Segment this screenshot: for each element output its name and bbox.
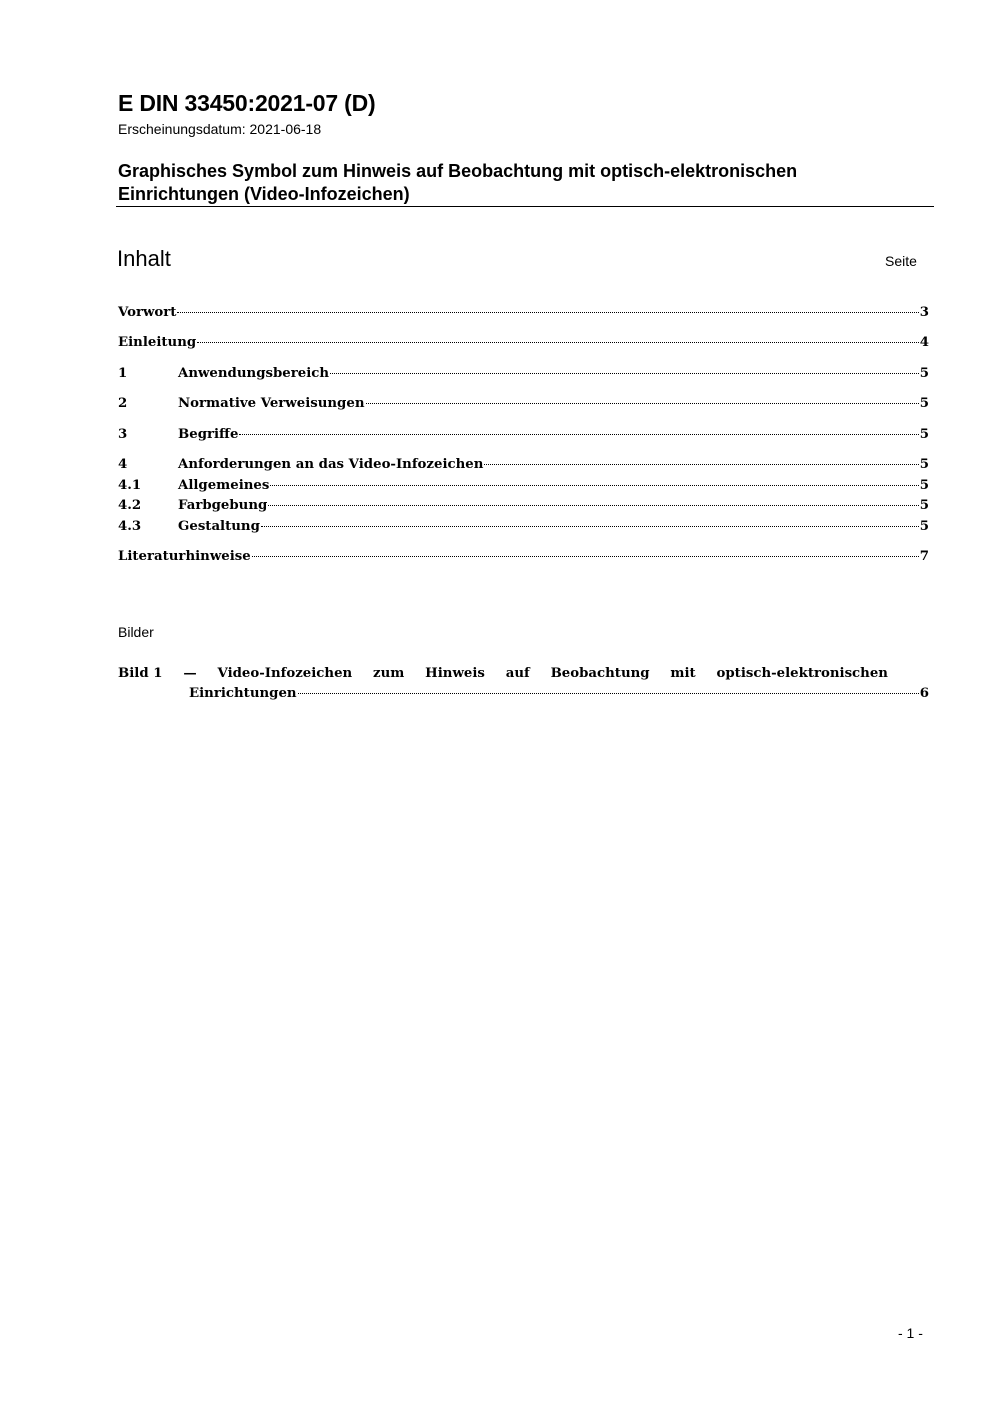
toc-leader-dots	[330, 373, 919, 374]
toc-leader-dots	[298, 693, 919, 694]
document-title-line-2: Einrichtungen (Video-Infozeichen)	[118, 184, 410, 204]
document-title-line-1: Graphisches Symbol zum Hinweis auf Beobachtung mit optisch-elektronischen	[118, 161, 798, 181]
toc-leader-dots	[177, 312, 918, 313]
figure-entry-label-continued: Einrichtungen	[189, 686, 297, 701]
toc-leader-dots	[252, 556, 919, 557]
toc-entry-normative-verweisungen[interactable]	[118, 394, 929, 413]
figure-word: mit	[670, 666, 696, 681]
toc-entry-einleitung[interactable]	[118, 333, 929, 352]
toc-entry-label: Farbgebung	[178, 498, 268, 513]
figure-entry-page: 6	[919, 686, 929, 701]
page-number: - 1 -	[898, 1325, 923, 1341]
toc-entry-label: Vorwort	[118, 305, 177, 320]
toc-heading: Inhalt	[117, 246, 171, 271]
publication-date: Erscheinungsdatum: 2021-06-18	[118, 121, 322, 137]
toc-entry-page: 3	[919, 305, 929, 320]
toc-entry-allgemeines[interactable]	[118, 476, 929, 495]
toc-entry-number: 4.1	[118, 478, 142, 493]
toc-entry-number: 4.2	[118, 498, 142, 513]
toc-entry-number: 4	[118, 457, 128, 472]
figure-entry-line-1	[118, 664, 888, 684]
toc-page-column-label: Seite	[885, 253, 917, 269]
figure-word: optisch-elektronischen	[716, 666, 888, 681]
toc-entry-page: 7	[919, 549, 929, 564]
title-divider	[116, 206, 934, 207]
toc-leader-dots	[261, 526, 919, 527]
toc-entry-page: 5	[919, 427, 929, 442]
toc-entry-vorwort[interactable]	[118, 303, 929, 322]
figure-entry-line-2	[118, 684, 929, 704]
toc-entry-anforderungen[interactable]	[118, 455, 929, 474]
toc-leader-dots	[268, 505, 918, 506]
toc-entry-page: 5	[919, 498, 929, 513]
toc-entry-begriffe[interactable]	[118, 425, 929, 444]
toc-entry-label: Einleitung	[118, 335, 197, 350]
toc-entry-label: Gestaltung	[178, 519, 260, 534]
toc-entry-number: 3	[118, 427, 128, 442]
figure-word: —	[183, 666, 197, 681]
toc-entry-label: Allgemeines	[178, 478, 270, 493]
toc-entry-farbgebung[interactable]	[118, 496, 929, 515]
figure-word: Hinweis	[425, 666, 485, 681]
toc-entry-label: Anwendungsbereich	[178, 366, 330, 381]
toc-entry-page: 5	[919, 366, 929, 381]
figures-heading: Bilder	[118, 624, 154, 640]
toc-entry-page: 4	[919, 335, 929, 350]
toc-entry-label: Normative Verweisungen	[178, 396, 365, 411]
toc-entry-label: Begriffe	[178, 427, 239, 442]
document-title	[118, 160, 918, 206]
toc-leader-dots	[484, 464, 918, 465]
document-id: E DIN 33450:2021-07 (D)	[118, 90, 376, 116]
toc-entry-page: 5	[919, 478, 929, 493]
figure-word: Bild 1	[118, 666, 163, 681]
toc-entry-page: 5	[919, 396, 929, 411]
toc-entry-number: 4.3	[118, 519, 142, 534]
figure-word: Beobachtung	[550, 666, 650, 681]
toc-entry-page: 5	[919, 519, 929, 534]
figure-word: auf	[505, 666, 530, 681]
toc-entry-number: 1	[118, 366, 128, 381]
toc-leader-dots	[239, 434, 918, 435]
toc-leader-dots	[197, 342, 919, 343]
toc-entry-literaturhinweise[interactable]	[118, 547, 929, 566]
toc-entry-page: 5	[919, 457, 929, 472]
toc-leader-dots	[366, 403, 919, 404]
toc-entry-label: Anforderungen an das Video-Infozeichen	[178, 457, 484, 472]
toc-entry-anwendungsbereich[interactable]	[118, 364, 929, 383]
toc-entry-number: 2	[118, 396, 128, 411]
figure-entry-bild-1[interactable]	[118, 664, 929, 704]
figure-word: Video-Infozeichen	[217, 666, 353, 681]
toc-entry-label: Literaturhinweise	[118, 549, 251, 564]
toc-leader-dots	[270, 485, 918, 486]
figure-word: zum	[373, 666, 405, 681]
toc-entry-gestaltung[interactable]	[118, 517, 929, 536]
